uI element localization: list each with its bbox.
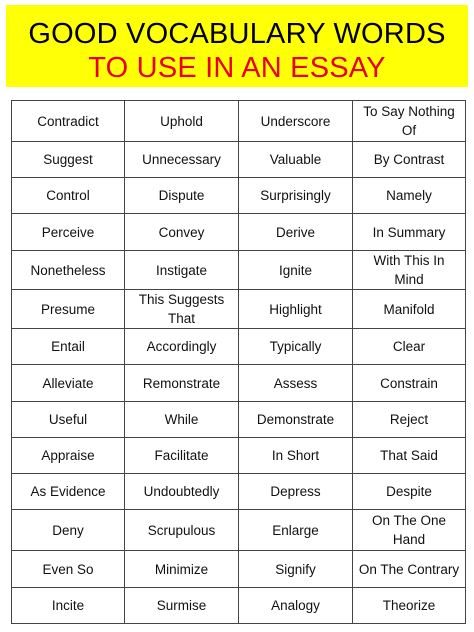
table-cell: Analogy — [239, 588, 353, 624]
table-cell: Constrain — [353, 365, 466, 402]
table-cell: Nonetheless — [12, 251, 125, 290]
table-cell: On The Contrary — [353, 551, 466, 588]
table-cell: Surmise — [125, 588, 239, 624]
table-row — [12, 101, 466, 142]
table-cell: On The One Hand — [353, 510, 466, 551]
table-row — [12, 510, 466, 551]
table-cell: By Contrast — [353, 142, 466, 178]
table-row — [12, 402, 466, 438]
table-cell: Signify — [239, 551, 353, 588]
table-cell: Facilitate — [125, 438, 239, 474]
page-title: GOOD VOCABULARY WORDS — [28, 18, 446, 50]
table-cell: Ignite — [239, 251, 353, 290]
table-cell: Presume — [12, 290, 125, 329]
table-row — [12, 329, 466, 365]
table-cell: Remonstrate — [125, 365, 239, 402]
table-cell: Alleviate — [12, 365, 125, 402]
table-cell: To Say Nothing Of — [353, 101, 466, 142]
table-cell: Convey — [125, 214, 239, 251]
table-cell: Theorize — [353, 588, 466, 624]
table-cell: Useful — [12, 402, 125, 438]
table-cell: Surprisingly — [239, 178, 353, 214]
table-cell: Enlarge — [239, 510, 353, 551]
table-cell: Uphold — [125, 101, 239, 142]
table-cell: This Suggests That — [125, 290, 239, 329]
table-cell: Suggest — [12, 142, 125, 178]
table-cell: As Evidence — [12, 474, 125, 510]
table-cell: In Short — [239, 438, 353, 474]
table-cell: Dispute — [125, 178, 239, 214]
table-row — [12, 142, 466, 178]
table-cell: Incite — [12, 588, 125, 624]
table-cell: Entail — [12, 329, 125, 365]
table-cell: Despite — [353, 474, 466, 510]
table-row — [12, 551, 466, 588]
table-cell: Assess — [239, 365, 353, 402]
table-cell: Reject — [353, 402, 466, 438]
table-cell: Contradict — [12, 101, 125, 142]
table-cell: Deny — [12, 510, 125, 551]
table-cell: Underscore — [239, 101, 353, 142]
table-cell: Instigate — [125, 251, 239, 290]
table-cell: Control — [12, 178, 125, 214]
table-row — [12, 474, 466, 510]
table-cell: Manifold — [353, 290, 466, 329]
table-cell: Derive — [239, 214, 353, 251]
table-row — [12, 214, 466, 251]
table-cell: Demonstrate — [239, 402, 353, 438]
table-cell: Scrupulous — [125, 510, 239, 551]
table-row — [12, 588, 466, 624]
table-cell: Even So — [12, 551, 125, 588]
table-cell: Depress — [239, 474, 353, 510]
table-cell: Typically — [239, 329, 353, 365]
table-cell: Perceive — [12, 214, 125, 251]
vocabulary-table — [11, 100, 466, 624]
table-cell: With This In Mind — [353, 251, 466, 290]
table-row — [12, 251, 466, 290]
table-cell: Minimize — [125, 551, 239, 588]
title-banner — [6, 5, 468, 87]
table-cell: Unnecessary — [125, 142, 239, 178]
table-cell: That Said — [353, 438, 466, 474]
table-row — [12, 178, 466, 214]
table-cell: Accordingly — [125, 329, 239, 365]
page-subtitle: TO USE IN AN ESSAY — [88, 52, 386, 84]
table-row — [12, 438, 466, 474]
table-row — [12, 290, 466, 329]
table-cell: Valuable — [239, 142, 353, 178]
table-cell: Namely — [353, 178, 466, 214]
table-cell: Undoubtedly — [125, 474, 239, 510]
table-cell: In Summary — [353, 214, 466, 251]
table-cell: Highlight — [239, 290, 353, 329]
table-cell: While — [125, 402, 239, 438]
table-cell: Clear — [353, 329, 466, 365]
table-row — [12, 365, 466, 402]
table-cell: Appraise — [12, 438, 125, 474]
